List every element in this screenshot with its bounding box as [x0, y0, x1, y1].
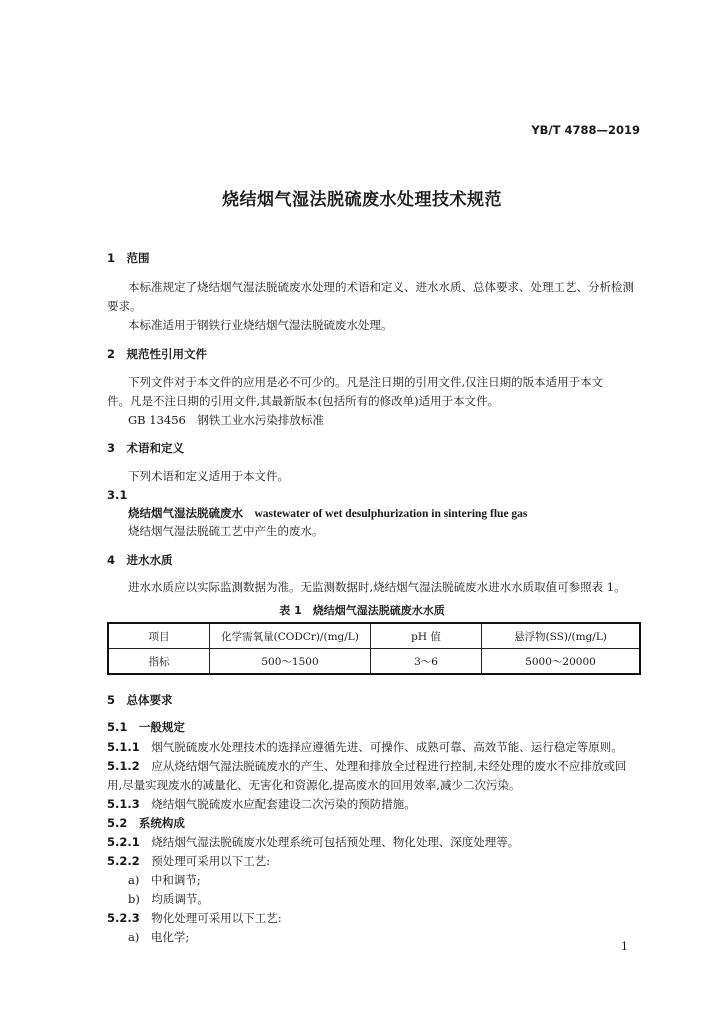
section-number: 1 — [107, 251, 116, 265]
clause-number: 5.1.3 — [107, 797, 140, 811]
clause-text: 预处理可采用以下工艺: — [151, 854, 271, 868]
clause-text: 烧结烟气脱硫废水应配套建设二次污染的预防措施。 — [151, 797, 416, 811]
section-3-heading — [107, 440, 184, 456]
clause — [107, 853, 270, 869]
clause-text: 物化处理可采用以下工艺: — [151, 911, 282, 925]
section-4-heading — [107, 552, 173, 568]
clause-continuation: 用,尽量实现废水的减量化、无害化和资源化,提高废水的回用效率,减少二次污染。 — [107, 778, 521, 792]
page-number: 1 — [621, 940, 628, 953]
paragraph: 件。凡是不注日期的引用文件,其最新版本(包括所有的修改单)适用于本文件。 — [107, 394, 500, 408]
section-1-heading — [107, 250, 150, 266]
table-header-cell: 悬浮物(SS)/(mg/L) — [482, 623, 641, 649]
clause — [107, 758, 626, 774]
clause — [107, 834, 519, 850]
clause-text: 烟气脱硫废水处理技术的选择应遵循先进、可操作、成熟可靠、高效节能、运行稳定等原则。 — [151, 740, 623, 754]
clause-number: 5.2.1 — [107, 835, 140, 849]
paragraph: 本标准规定了烧结烟气湿法脱硫废水处理的术语和定义、进水水质、总体要求、处理工艺、分析检测 — [128, 280, 634, 294]
water-quality-table — [107, 622, 641, 675]
table-header-cell: pH 值 — [371, 623, 482, 649]
section-number: 2 — [107, 347, 116, 361]
clause-text: 烧结烟气湿法脱硫废水处理系统可包括预处理、物化处理、深度处理等。 — [151, 835, 520, 849]
section-number: 3 — [107, 441, 116, 455]
section-number: 4 — [107, 553, 116, 567]
table-cell: 500～1500 — [210, 649, 371, 675]
term-entry — [128, 505, 527, 521]
section-5-heading — [107, 692, 173, 708]
section-title: 范围 — [126, 251, 150, 265]
section-title: 进水水质 — [126, 553, 173, 567]
table-cell: 5000～20000 — [482, 649, 641, 675]
term-english: wastewater of wet desulphurization in sintering flue gas — [254, 508, 528, 520]
section-title: 术语和定义 — [126, 441, 185, 455]
paragraph: 本标准适用于钢铁行业烧结烟气湿法脱硫废水处理。 — [128, 318, 393, 332]
table-header-cell: 化学需氧量(CODCr)/(mg/L) — [210, 623, 371, 649]
list-item: a) 中和调节; — [128, 873, 201, 887]
clause — [107, 796, 416, 812]
paragraph: 进水水质应以实际监测数据为准。无监测数据时,烧结烟气湿法脱硫废水进水水质取值可参照表 1。 — [128, 580, 626, 594]
clause — [107, 739, 623, 755]
section-title: 规范性引用文件 — [126, 347, 208, 361]
table-row — [108, 649, 640, 675]
table-header-cell: 项目 — [108, 623, 210, 649]
clause-number: 5.1.1 — [107, 740, 140, 754]
subsection-heading: 5.1 一般规定 — [107, 720, 185, 734]
term-number: 3.1 — [107, 488, 128, 502]
clause — [107, 910, 282, 926]
table-header-row — [108, 623, 640, 649]
document-title: 烧结烟气湿法脱硫废水处理技术规范 — [222, 190, 502, 210]
paragraph: 下列术语和定义适用于本文件。 — [128, 469, 289, 483]
paragraph: 要求。 — [107, 299, 142, 313]
section-number: 5 — [107, 693, 116, 707]
list-item: b) 均质调节。 — [128, 892, 209, 906]
list-item: a) 电化学; — [128, 930, 190, 944]
standard-number: YB/T 4788—2019 — [531, 123, 640, 137]
term-definition: 烧结烟气湿法脱硫工艺中产生的废水。 — [128, 524, 324, 538]
table-cell: 指标 — [108, 649, 210, 675]
paragraph: 下列文件对于本文件的应用是必不可少的。凡是注日期的引用文件,仅注日期的版本适用于本文 — [128, 375, 604, 389]
section-2-heading — [107, 346, 207, 362]
section-title: 总体要求 — [126, 693, 173, 707]
table-cell: 3～6 — [371, 649, 482, 675]
clause-text: 应从烧结烟气湿法脱硫废水的产生、处理和排放全过程进行控制,未经处理的废水不应排放或回 — [151, 759, 627, 773]
table-caption: 表 1 烧结烟气湿法脱硫废水水质 — [279, 604, 445, 617]
term-chinese: 烧结烟气湿法脱硫废水 — [128, 506, 243, 520]
clause-number: 5.2.2 — [107, 854, 140, 868]
clause-number: 5.1.2 — [107, 759, 140, 773]
subsection-heading: 5.2 系统构成 — [107, 816, 185, 830]
reference-entry: GB 13456 钢铁工业水污染排放标准 — [128, 413, 324, 427]
clause-number: 5.2.3 — [107, 911, 140, 925]
